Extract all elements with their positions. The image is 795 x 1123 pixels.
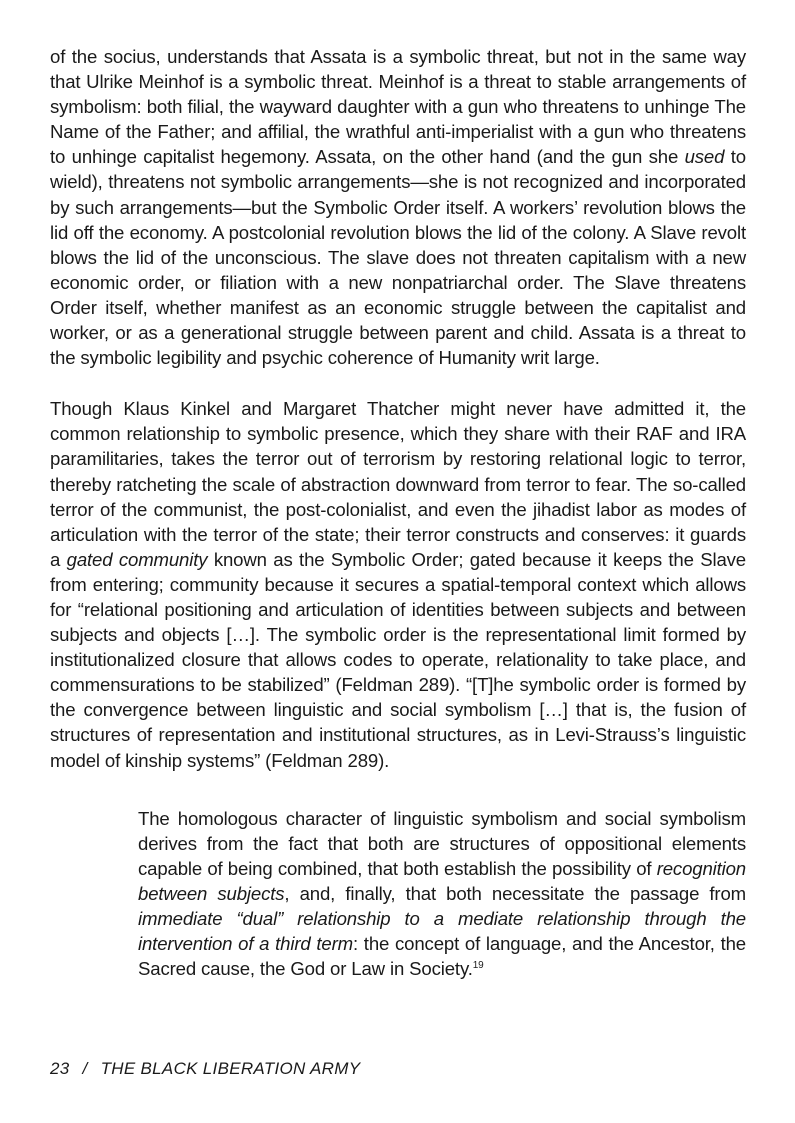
footnote-marker: 19: [472, 960, 484, 971]
page-number: 23: [50, 1059, 70, 1078]
paragraph-1: of the socius, understands that Assata is a symbolic threat, but not in the same way that Ulrike Meinhof is a symbolic threat. Meinhof is a threat to stable arrangements of symbolism: both filial, the wayward daughter with a gun who threatens to unhinge The Name of the Father; and affilial, the wrathful anti-imperialist with a gun who threatens to unhinge capitalist hegemony. Assata, on the other hand (and the gun she used to wield), threatens not symbolic arrangements—she is not recognized and incorporated by such arrangements—but the Symbolic Order itself. A workers’ revolution blows the lid off the economy. A postcolonial revolution blows the lid of the colony. A Slave revolt blows the lid of the unconscious. The slave does not threaten capitalism with a new economic order, or filiation with a new nonpatriarchal order. The Slave threatens Order itself, whether manifest as an economic struggle between the capitalist and worker, or as a generational struggle between parent and child. Assata is a threat to the symbolic legibility and psychic coherence of Humanity writ large.: [50, 46, 746, 369]
italic-phrase: gated community: [66, 548, 208, 570]
running-footer: [50, 1059, 360, 1079]
block-quote-text: The homologous character of linguistic symbolism and social symbolism derives from the fact that both are structures of oppositional elements capable of being combined, that both establish the possibility of recognition between subjects, and, finally, that both necessitate the passage from immediate “dual” relationship to a mediate relationship through the intervention of a third term: the concept of language, and the Ancestor, the Sacred cause, the God or Law in Society.: [138, 807, 746, 980]
paragraph-2: Though Klaus Kinkel and Margaret Thatcher might never have admitted it, the common relationship to symbolic presence, which they share with their RAF and IRA paramilitaries, takes the terror out of terrorism by restoring relational logic to terror, thereby ratcheting the scale of abstraction downward from terror to fear. The so-called terror of the communist, the post-colonialist, and even the jihadist labor as modes of articulation with the terror of the state; their terror constructs and conserves: it guards a gated community known as the Symbolic Order; gated because it keeps the Slave from entering; community because it secures a spatial-temporal context which allows for “relational positioning and articulation of identities between subjects and between subjects and objects […]. The symbolic order is the representational limit formed by institutionalized closure that allows codes to operate, relationality to take place, and commensurations to be stabilized” (Feldman 289). “[T]he symbolic order is formed by the convergence between linguistic and social symbolism […] that is, the fusion of structures of representation and institutional structures, as in Levi-Strauss’s linguistic model of kinship systems” (Feldman 289).: [50, 398, 747, 771]
footer-separator: /: [82, 1059, 88, 1078]
body-text: [50, 44, 746, 981]
running-title: THE BLACK LIBERATION ARMY: [100, 1059, 361, 1078]
italic-phrase: recognition between subjects: [138, 857, 746, 904]
italic-phrase: immediate “dual” relationship to a mediate relationship through the intervention of a third term: [138, 908, 746, 955]
italic-phrase: used: [684, 146, 725, 168]
block-quote: [138, 806, 746, 982]
